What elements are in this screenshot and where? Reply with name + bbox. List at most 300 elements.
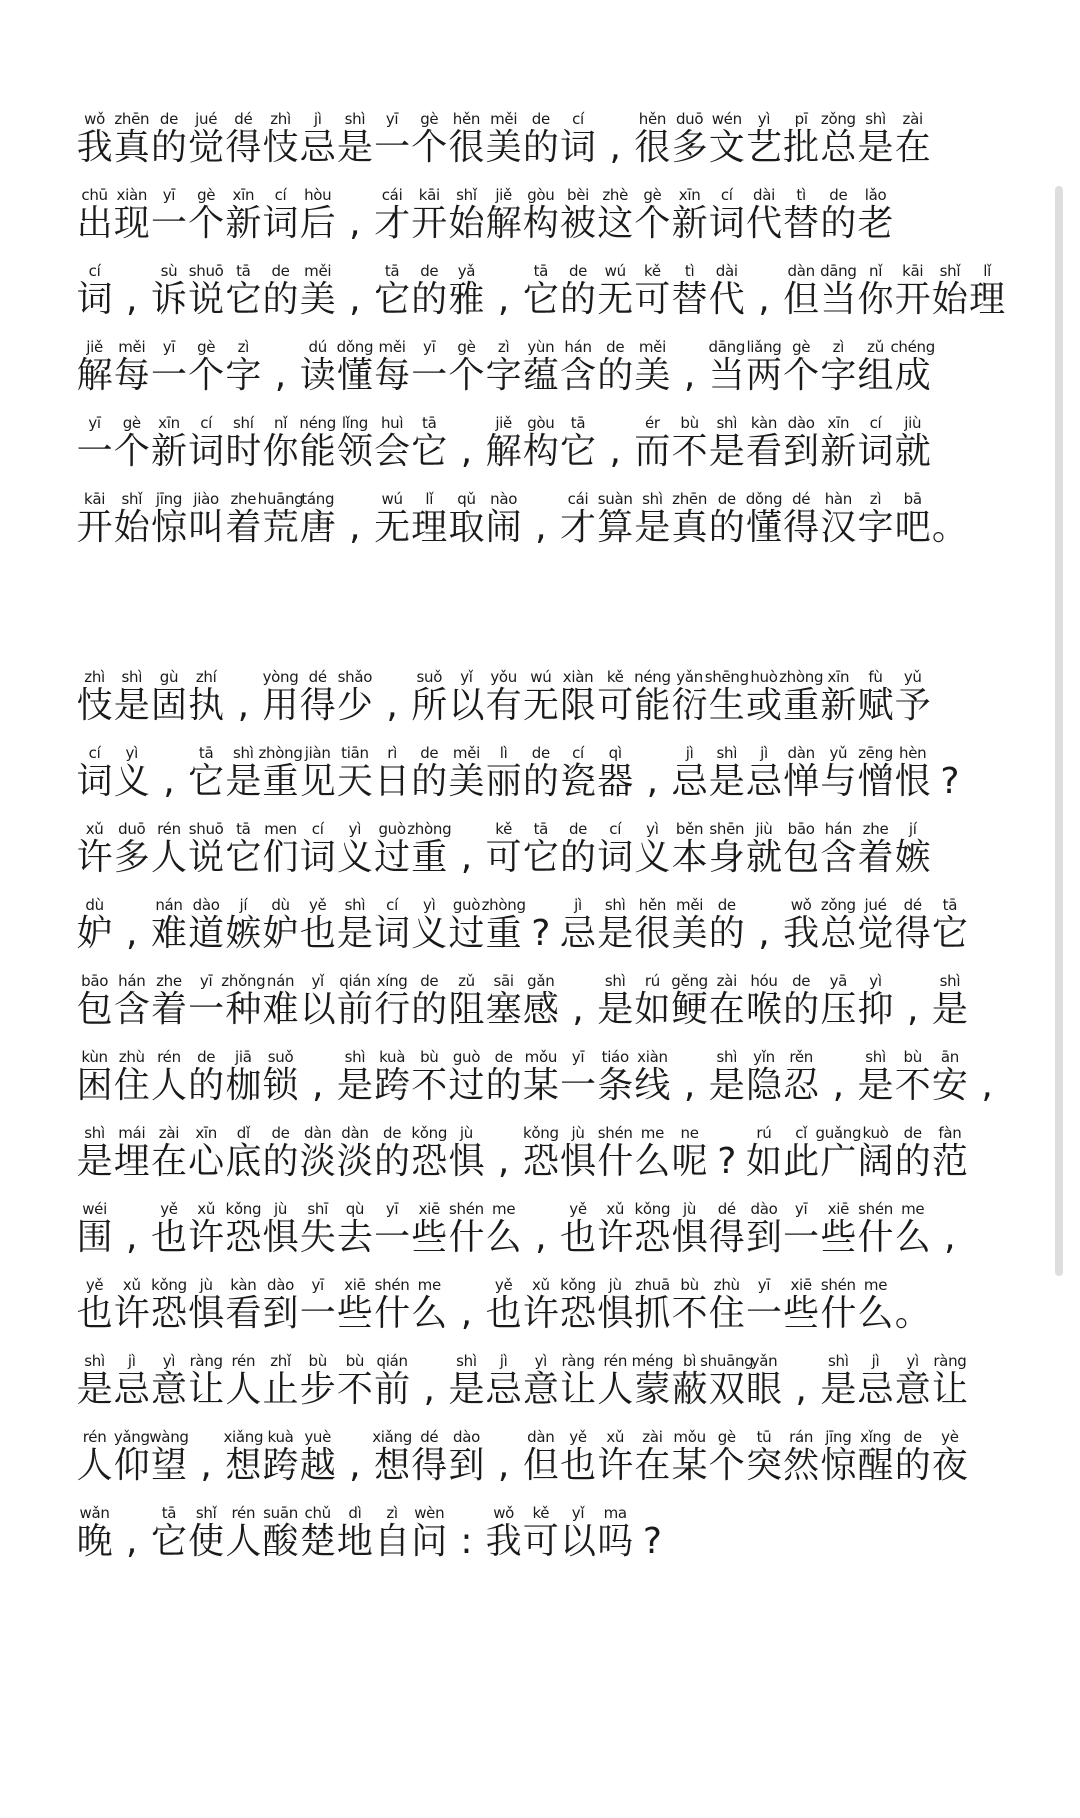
- hanzi: 瓷: [560, 761, 597, 802]
- pinyin: suǒ: [416, 668, 443, 686]
- ruby-char: [522, 111, 559, 170]
- ruby-char: [857, 897, 894, 956]
- hanzi: ,: [349, 279, 361, 320]
- hanzi: 此: [783, 1141, 820, 1182]
- ruby-char: [783, 1125, 820, 1184]
- ruby-char: [522, 1353, 559, 1412]
- ruby-char: [671, 1125, 708, 1184]
- scrollbar[interactable]: [1055, 186, 1063, 1276]
- ruby-char: [113, 491, 150, 550]
- pinyin: yùn: [527, 338, 555, 356]
- pinyin: shì: [604, 972, 626, 990]
- pinyin: bāo: [787, 820, 815, 838]
- hanzi: 的: [411, 279, 448, 320]
- ruby-char: [522, 1049, 559, 1108]
- ruby-char: [113, 415, 150, 474]
- text-line: [76, 956, 1006, 1032]
- pinyin: lì: [499, 744, 508, 762]
- hanzi: 多: [671, 127, 708, 168]
- ruby-char: [188, 491, 225, 550]
- ruby-char: [559, 263, 596, 322]
- ruby-char: [76, 1505, 113, 1564]
- ruby-char: [671, 1201, 708, 1260]
- pinyin: dǒng: [745, 490, 783, 508]
- ruby-char: [76, 669, 113, 728]
- ruby-char: [150, 415, 187, 474]
- pinyin: mǒu: [673, 1428, 706, 1446]
- hanzi: 如: [745, 1141, 782, 1182]
- pinyin: shuō: [188, 262, 224, 280]
- ruby-char: [597, 1353, 634, 1412]
- hanzi: 意: [894, 1369, 931, 1410]
- ruby-char: [299, 111, 336, 170]
- pinyin: shǐ: [456, 186, 477, 204]
- pinyin: kě: [495, 820, 513, 838]
- pinyin: jīng: [155, 490, 183, 508]
- ruby-char: [857, 745, 894, 804]
- pinyin: gè: [197, 186, 216, 204]
- ruby-char: [631, 1352, 674, 1412]
- hanzi: 有: [485, 685, 522, 726]
- pinyin: dé: [792, 490, 811, 508]
- ruby-char: [374, 491, 411, 550]
- pinyin: xīn: [678, 186, 701, 204]
- hanzi: 是: [708, 761, 745, 802]
- hanzi: 人: [150, 1065, 187, 1106]
- hanzi: 是: [336, 1065, 373, 1106]
- ruby-char: [634, 973, 671, 1032]
- ruby-char: [522, 1277, 559, 1336]
- ruby-char: [262, 339, 299, 398]
- pinyin: guò: [452, 1048, 481, 1066]
- pinyin: zhòng: [258, 744, 303, 762]
- pinyin: tiáo: [601, 1048, 629, 1066]
- ruby-char: [411, 263, 448, 322]
- pinyin: xǔ: [197, 1200, 216, 1218]
- hanzi: 恨: [894, 761, 931, 802]
- ruby-char: [894, 111, 931, 170]
- ruby-char: [708, 339, 745, 398]
- pinyin: gè: [643, 186, 662, 204]
- hanzi: 的: [411, 989, 448, 1030]
- pinyin: men: [264, 820, 297, 838]
- hanzi: 些: [336, 1293, 373, 1334]
- pinyin: de: [271, 1124, 290, 1142]
- pinyin: gè: [420, 110, 439, 128]
- ruby-char: [485, 669, 522, 728]
- hanzi: 一: [745, 1293, 782, 1334]
- ruby-char: [150, 669, 187, 728]
- pinyin: nào: [490, 490, 518, 508]
- hanzi: 的: [894, 1445, 931, 1486]
- pinyin: shuāng: [700, 1352, 754, 1370]
- ruby-char: [783, 973, 820, 1032]
- ruby-char: [448, 1125, 485, 1184]
- pinyin: zǔ: [458, 972, 475, 990]
- hanzi: ,: [311, 1065, 324, 1106]
- hanzi: ,: [460, 431, 473, 472]
- ruby-char: [597, 821, 634, 880]
- ruby-char: [820, 1201, 857, 1260]
- ruby-char: [894, 973, 931, 1032]
- hanzi: ?: [717, 1141, 737, 1182]
- pinyin: hěn: [638, 896, 667, 914]
- pinyin: zài: [158, 1124, 180, 1142]
- pinyin: ér: [645, 414, 660, 432]
- hanzi: 是: [820, 1369, 857, 1410]
- hanzi: 可: [634, 279, 671, 320]
- ruby-char: [150, 745, 187, 804]
- ruby-char: [745, 111, 782, 170]
- ruby-char: [76, 1049, 113, 1108]
- ruby-char: [485, 491, 522, 550]
- ruby-char: [411, 1353, 448, 1412]
- hanzi: 能: [634, 685, 671, 726]
- pinyin: yì: [534, 1352, 548, 1370]
- hanzi: 重: [783, 685, 820, 726]
- ruby-char: [411, 1049, 448, 1108]
- pinyin: yī: [311, 1276, 324, 1294]
- hanzi: 的: [188, 1065, 225, 1106]
- ruby-char: [262, 897, 299, 956]
- hanzi: 取: [448, 507, 485, 548]
- hanzi: 以: [448, 685, 485, 726]
- ruby-char: [708, 491, 745, 550]
- ruby-char: [299, 669, 336, 728]
- ruby-char: [225, 1277, 262, 1336]
- hanzi: 么: [485, 1217, 522, 1258]
- hanzi: 后: [299, 203, 336, 244]
- ruby-char: [820, 897, 857, 956]
- ruby-char: [671, 1049, 708, 1108]
- pinyin: xiē: [344, 1276, 366, 1294]
- pinyin: jì: [685, 744, 694, 762]
- hanzi: 也: [76, 1293, 113, 1334]
- hanzi: 望: [150, 1445, 187, 1486]
- hanzi: 予: [894, 685, 931, 726]
- pinyin: shì: [716, 744, 738, 762]
- pinyin: dàn: [304, 1124, 332, 1142]
- pinyin: guǎng: [815, 1124, 862, 1142]
- pinyin: ān: [940, 1048, 959, 1066]
- ruby-char: [262, 669, 299, 728]
- hanzi: 词: [597, 837, 634, 878]
- pinyin: dé: [717, 1200, 736, 1218]
- ruby-char: [448, 1201, 485, 1260]
- pinyin: pī: [794, 110, 808, 128]
- pinyin: hán: [824, 820, 852, 838]
- hanzi: 安: [931, 1065, 968, 1106]
- hanzi: 词: [76, 279, 113, 320]
- pinyin: shǎo: [337, 668, 373, 686]
- pinyin: lǐ: [425, 490, 434, 508]
- pinyin: běn: [675, 820, 704, 838]
- hanzi: 恐: [634, 1217, 671, 1258]
- pinyin: měi: [676, 896, 704, 914]
- hanzi: 开: [894, 279, 931, 320]
- hanzi: 抑: [857, 989, 894, 1030]
- hanzi: 么: [411, 1293, 448, 1334]
- hanzi: ,: [349, 1445, 361, 1486]
- hanzi: 的: [522, 761, 559, 802]
- ruby-char: [150, 263, 187, 322]
- pinyin: bù: [420, 1048, 439, 1066]
- pinyin: zì: [869, 490, 882, 508]
- ruby-char: [481, 896, 526, 956]
- hanzi: 楚: [299, 1521, 336, 1562]
- ruby-char: [374, 1429, 411, 1488]
- hanzi: 替: [671, 279, 708, 320]
- pinyin: yuè: [304, 1428, 332, 1446]
- hanzi: 。: [894, 1293, 931, 1334]
- pinyin: de: [271, 262, 290, 280]
- ruby-char: [150, 187, 187, 246]
- hanzi: 新: [225, 203, 262, 244]
- hanzi: 得: [411, 1445, 448, 1486]
- pinyin: kě: [532, 1504, 550, 1522]
- hanzi: 说: [188, 837, 225, 878]
- ruby-char: [448, 745, 485, 804]
- ruby-char: [448, 1277, 485, 1336]
- pinyin: jí: [239, 896, 248, 914]
- hanzi: 个: [113, 431, 150, 472]
- pinyin: de: [717, 896, 736, 914]
- hanzi: 许: [188, 1217, 225, 1258]
- ruby-char: [671, 263, 708, 322]
- pinyin: tā: [422, 414, 437, 432]
- ruby-char: [188, 897, 225, 956]
- hanzi: 每: [113, 355, 150, 396]
- hanzi: 它: [374, 279, 411, 320]
- pinyin: bù: [680, 1276, 699, 1294]
- ruby-char: [634, 1049, 671, 1108]
- ruby-char: [634, 669, 671, 728]
- ruby-char: [522, 821, 559, 880]
- ruby-char: [597, 339, 634, 398]
- hanzi: 义: [634, 837, 671, 878]
- hanzi: 是: [634, 507, 671, 548]
- text-line: [76, 1260, 1006, 1336]
- ruby-char: [448, 821, 485, 880]
- ruby-char: [485, 973, 522, 1032]
- hanzi: ,: [609, 431, 621, 472]
- ruby-char: [745, 973, 782, 1032]
- ruby-char: [299, 897, 336, 956]
- pinyin: chū: [81, 186, 108, 204]
- pinyin: dàn: [787, 744, 815, 762]
- ruby-char: [890, 338, 935, 398]
- pinyin: měi: [490, 110, 518, 128]
- hanzi: 醒: [857, 1445, 894, 1486]
- hanzi: 许: [597, 1445, 634, 1486]
- ruby-char: [820, 745, 857, 804]
- pinyin: táng: [301, 490, 335, 508]
- hanzi: 在: [634, 1445, 671, 1486]
- hanzi: 词: [708, 203, 745, 244]
- pinyin: dé: [903, 896, 922, 914]
- ruby-char: [783, 111, 820, 170]
- pinyin: shì: [456, 1352, 477, 1370]
- hanzi: 过: [374, 837, 411, 878]
- ruby-char: [634, 745, 671, 804]
- hanzi: 的: [560, 837, 597, 878]
- pinyin: bù: [308, 1352, 327, 1370]
- pinyin: qì: [608, 744, 622, 762]
- pinyin: tā: [942, 896, 958, 914]
- ruby-char: [336, 821, 373, 880]
- hanzi: ,: [497, 279, 510, 320]
- hanzi: ,: [386, 685, 398, 726]
- ruby-char: [745, 745, 782, 804]
- pinyin: dào: [267, 1276, 295, 1294]
- ruby-char: [336, 1125, 373, 1184]
- ruby-char: [485, 111, 522, 170]
- ruby-char: [522, 745, 559, 804]
- hanzi: 许: [76, 837, 113, 878]
- hanzi: ,: [163, 761, 175, 802]
- pinyin: jiào: [193, 490, 219, 508]
- pinyin: wú: [604, 262, 626, 280]
- ruby-char: [299, 187, 336, 246]
- hanzi: 始: [448, 203, 485, 244]
- ruby-char: [411, 1505, 448, 1564]
- hanzi: 我: [485, 1521, 522, 1562]
- pinyin: qián: [376, 1352, 408, 1370]
- pinyin: suān: [263, 1504, 298, 1522]
- hanzi: 词: [188, 431, 225, 472]
- ruby-char: [188, 111, 225, 170]
- ruby-char: [522, 1125, 559, 1184]
- hanzi: 看: [745, 431, 782, 472]
- ruby-char: [113, 1125, 150, 1184]
- pinyin: shén: [820, 1276, 856, 1294]
- hanzi: 呢: [671, 1141, 708, 1182]
- pinyin: jiě: [495, 414, 512, 432]
- hanzi: ?: [940, 761, 960, 802]
- hanzi: 以: [299, 989, 336, 1030]
- pinyin: ma: [603, 1504, 627, 1522]
- ruby-char: [150, 491, 187, 550]
- pinyin: dú: [308, 338, 327, 356]
- ruby-char: [411, 1277, 448, 1336]
- pinyin: zhǐ: [270, 1352, 291, 1370]
- hanzi: 到: [783, 431, 820, 472]
- hanzi: 是: [931, 989, 968, 1030]
- pinyin: zhēn: [114, 110, 150, 128]
- ruby-char: [113, 263, 150, 322]
- pinyin: dàn: [787, 262, 815, 280]
- ruby-char: [411, 1201, 448, 1260]
- hanzi: 词: [857, 431, 894, 472]
- hanzi: 锁: [262, 1065, 299, 1106]
- pinyin: ràng: [189, 1352, 223, 1370]
- ruby-char: [188, 973, 225, 1032]
- ruby-char: [336, 1049, 373, 1108]
- pinyin: dé: [234, 110, 253, 128]
- hanzi: 惧: [560, 1141, 597, 1182]
- ruby-char: [857, 1125, 894, 1184]
- pinyin: xiàn: [637, 1048, 668, 1066]
- ruby-char: [745, 1429, 782, 1488]
- pinyin: yǐn: [753, 1048, 775, 1066]
- ruby-char: [485, 745, 522, 804]
- hanzi: 是: [448, 1369, 485, 1410]
- ruby-char: [150, 1049, 187, 1108]
- hanzi: 失: [299, 1217, 336, 1258]
- hanzi: 不: [671, 1293, 708, 1334]
- hanzi: 么: [634, 1141, 671, 1182]
- hanzi: ?: [642, 1521, 662, 1562]
- ruby-char: [336, 897, 373, 956]
- ruby-char: [76, 973, 113, 1032]
- pinyin: jù: [273, 1200, 288, 1218]
- ruby-char: [262, 187, 299, 246]
- hanzi: 以: [560, 1521, 597, 1562]
- hanzi: 淡: [299, 1141, 336, 1182]
- hanzi: 可: [597, 685, 634, 726]
- pinyin: gè: [122, 414, 141, 432]
- ruby-char: [745, 897, 782, 956]
- ruby-char: [336, 1429, 373, 1488]
- ruby-char: [783, 897, 820, 956]
- hanzi: 解: [485, 431, 522, 472]
- hanzi: 着: [225, 507, 262, 548]
- hanzi: 人: [150, 837, 187, 878]
- ruby-char: [783, 821, 820, 880]
- ruby-char: [708, 187, 745, 246]
- pinyin: sāi: [493, 972, 514, 990]
- text-line: [76, 1108, 1006, 1184]
- pinyin: xīn: [195, 1124, 217, 1142]
- hanzi: 含: [560, 355, 597, 396]
- hanzi: 什: [820, 1293, 857, 1334]
- hanzi: 器: [597, 761, 634, 802]
- hanzi: ,: [274, 355, 287, 396]
- ruby-char: [225, 669, 262, 728]
- ruby-char: [225, 415, 262, 474]
- ruby-char: [113, 897, 150, 956]
- ruby-char: [745, 187, 782, 246]
- hanzi: 忮: [262, 127, 299, 168]
- pinyin: shī: [307, 1200, 329, 1218]
- hanzi: 才: [374, 203, 411, 244]
- hanzi: 它: [931, 913, 968, 954]
- ruby-char: [225, 1429, 262, 1488]
- ruby-char: [634, 1201, 671, 1260]
- hanzi: 词: [262, 203, 299, 244]
- pinyin: wén: [711, 110, 742, 128]
- hanzi: ,: [535, 1217, 547, 1258]
- pinyin: yī: [571, 1048, 585, 1066]
- ruby-char: [485, 263, 522, 322]
- hanzi: 每: [374, 355, 411, 396]
- hanzi: 会: [374, 431, 411, 472]
- hanzi: 难: [150, 913, 187, 954]
- pinyin: tā: [198, 744, 214, 762]
- ruby-char: [262, 973, 299, 1032]
- hanzi: 但: [522, 1445, 559, 1486]
- pinyin: dāng: [708, 338, 746, 356]
- hanzi: 现: [113, 203, 150, 244]
- ruby-char: [113, 111, 150, 170]
- pinyin: tì: [684, 262, 695, 280]
- hanzi: 始: [113, 507, 150, 548]
- ruby-char: [745, 821, 782, 880]
- hanzi: ,: [126, 1521, 138, 1562]
- hanzi: 重: [485, 913, 522, 954]
- ruby-char: [783, 1353, 820, 1412]
- pinyin: dàn: [341, 1124, 369, 1142]
